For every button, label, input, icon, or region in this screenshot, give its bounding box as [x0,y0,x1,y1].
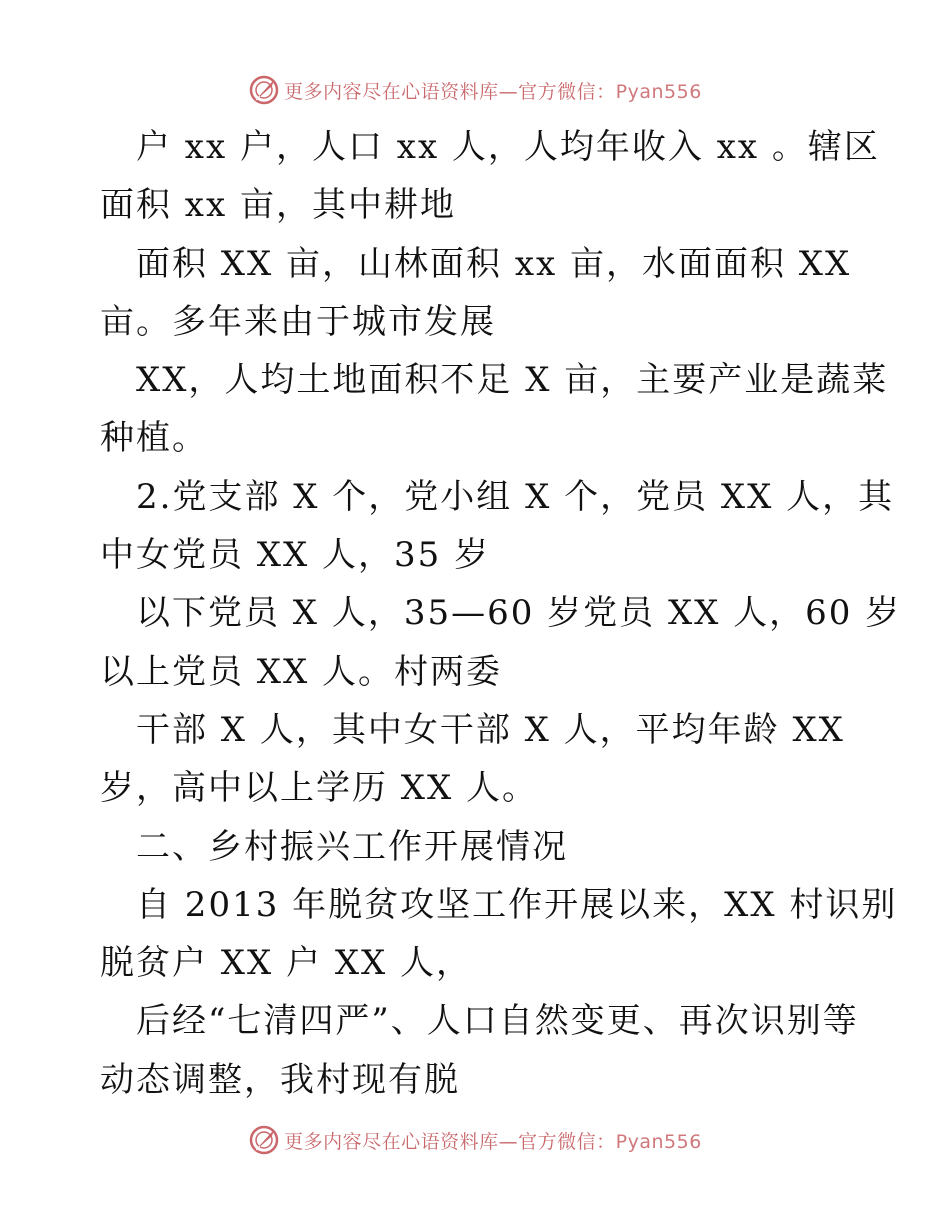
quill-logo-icon [248,1124,280,1156]
text-line: 面积 xx 亩，其中耕地 [100,185,456,226]
wechat-id: Pyan556 [615,1130,702,1153]
text-line: 中女党员 XX 人，35 岁 [100,535,491,576]
footer-watermark-banner [0,1120,950,1160]
document-body [100,118,902,1109]
wechat-id: Pyan556 [615,80,702,103]
watermark-text: 更多内容尽在心语资料库—官方微信：Pyan556 [284,80,702,103]
text-line: 岁，高中以上学历 XX 人。 [100,768,539,809]
text-line: 二、乡村振兴工作开展情况 [136,826,568,867]
text-line: 面积 XX 亩，山林面积 xx 亩，水面面积 XX [136,243,852,284]
text-line: 种植。 [100,418,208,459]
text-line: 后经“七清四严”、人口自然变更、再次识别等 [136,1001,859,1042]
text-line: 自 2013 年脱贫攻坚工作开展以来，XX 村识别 [136,884,898,925]
text-line: 以下党员 X 人，35—60 岁党员 XX 人，60 岁 [136,593,902,634]
text-line: 干部 X 人，其中女干部 X 人，平均年龄 XX [136,709,845,750]
text-line: 脱贫户 XX 户 XX 人， [100,943,473,984]
text-line: 以上党员 XX 人。村两委 [100,651,503,692]
quill-logo-icon [248,74,280,106]
text-line: 亩。多年来由于城市发展 [100,301,496,342]
text-line: XX，人均土地面积不足 X 亩，主要产业是蔬菜 [136,360,889,401]
text-line: 户 xx 户，人口 xx 人，人均年收入 xx 。辖区 [136,127,880,167]
text-line: 2.党支部 X 个，党小组 X 个，党员 XX 人，其 [136,476,895,517]
watermark-text: 更多内容尽在心语资料库—官方微信：Pyan556 [284,1130,702,1153]
header-watermark-banner [0,70,950,110]
text-line: 动态调整，我村现有脱 [100,1059,460,1100]
